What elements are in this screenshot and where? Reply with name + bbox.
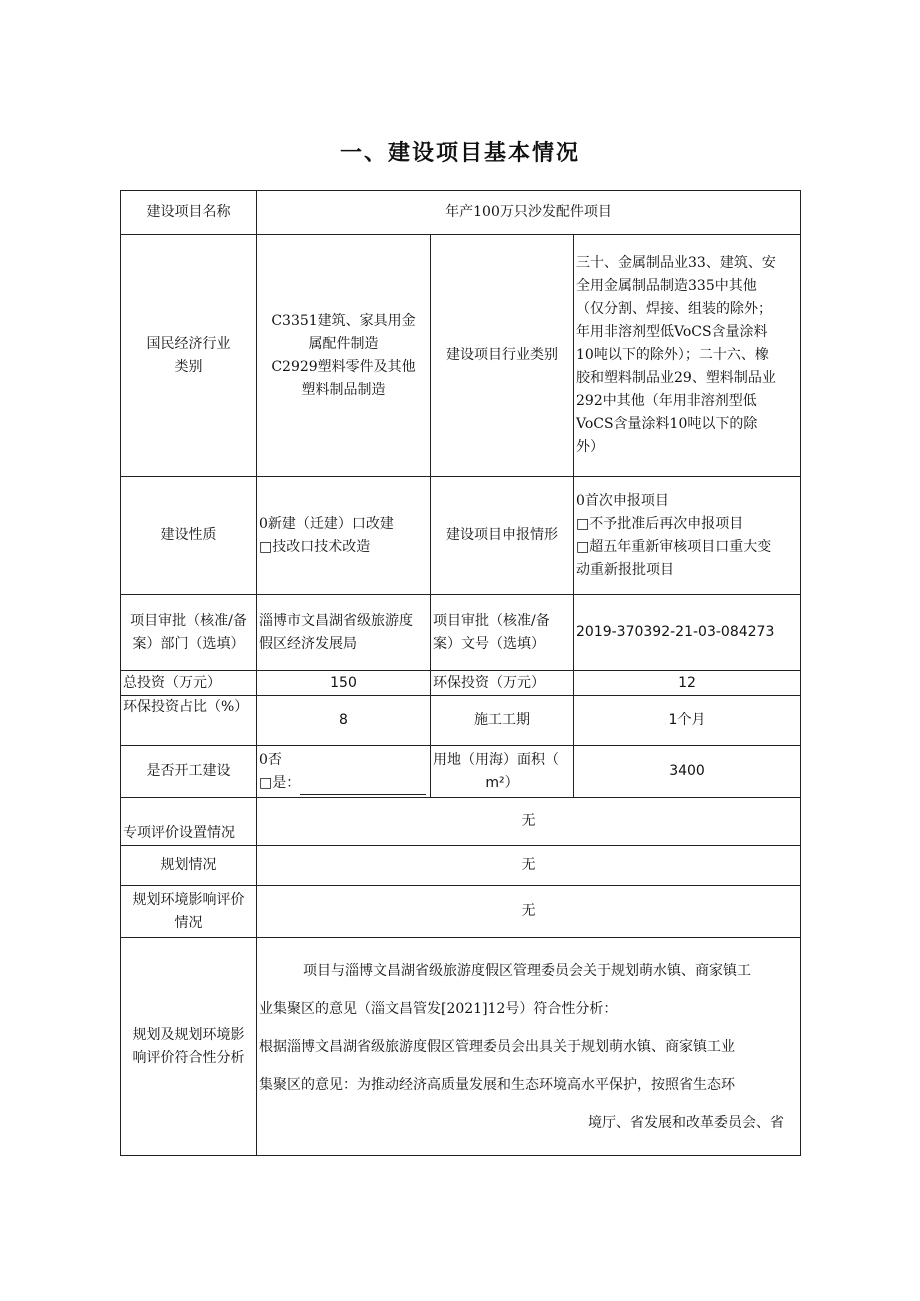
compliance-label: 规划及规划环境影 响评价符合性分析 (121, 938, 257, 1156)
industry-category-label: 建设项目行业类别 (431, 235, 574, 477)
project-name-value: 年产100万只沙发配件项目 (257, 191, 801, 235)
declare-option-again: □不予批准后再次申报项目 (576, 515, 744, 532)
approval-doc-label: 项目审批（核准/备 案）文号（选填） (431, 595, 574, 671)
approval-dept-value: 淄博市文昌湖省级旅游度 假区经济发展局 (257, 595, 431, 671)
industry-category-value: 三十、金属制品业33、建筑、安 全用金属制品制造335中其他 （仅分割、焊接、组装的除外； 年用非溶剂型低VoCS含量涂料 10吨以下的除外）；二十六、橡 胶和塑料制品业29、塑料制品业 292中其他（年用非溶剂型低 VoCS含量涂料10吨以下的除 外） (574, 235, 801, 477)
row-started (121, 746, 801, 798)
compliance-para-3: 根据淄博文昌湖省级旅游度假区管理委员会出具关于规划萌水镇、商家镇工业 (259, 1038, 735, 1055)
started-yes-blank (300, 780, 426, 795)
nature-options (257, 477, 431, 595)
row-special-eval (121, 798, 801, 846)
row-construction-nature (121, 477, 801, 595)
env-investment-value: 12 (574, 671, 801, 696)
declare-label: 建设项目申报情形 (431, 477, 574, 595)
declare-option-reaudit: □超五年重新审核项目口重大变 (576, 538, 772, 555)
approval-doc-value: 2019-370392-21-03-084273 (574, 595, 801, 671)
compliance-para-5: 境厅、省发展和改革委员会、省 (588, 1114, 785, 1131)
env-ratio-label: 环保投资占比（%） (121, 696, 257, 746)
total-investment-value: 150 (257, 671, 431, 696)
total-investment-label: 总投资（万元） (121, 671, 257, 696)
env-investment-label: 环保投资（万元） (431, 671, 574, 696)
started-option-yes: □是： (259, 772, 428, 795)
planning-label: 规划情况 (121, 846, 257, 886)
row-project-name (121, 191, 801, 235)
land-area-value: 3400 (574, 746, 801, 798)
project-name-label: 建设项目名称 (121, 191, 257, 235)
row-investment (121, 671, 801, 696)
env-ratio-value: 8 (257, 696, 431, 746)
started-label: 是否开工建设 (121, 746, 257, 798)
row-compliance (121, 938, 801, 1156)
land-area-label: 用地（用海）面积（ m²） (431, 746, 574, 798)
declare-option-first: 0首次申报项目 (576, 492, 669, 509)
construction-period-value: 1个月 (574, 696, 801, 746)
row-ratio (121, 696, 801, 746)
construction-period-label: 施工工期 (431, 696, 574, 746)
approval-dept-label: 项目审批（核准/备 案）部门（选填） (121, 595, 257, 671)
started-options (257, 746, 431, 798)
compliance-para-1: 项目与淄博文昌湖省级旅游度假区管理委员会关于规划萌水镇、商家镇工 (303, 962, 751, 979)
planning-value: 无 (257, 846, 801, 886)
special-eval-label: 专项评价设置情况 (121, 798, 257, 846)
compliance-analysis (257, 938, 801, 1156)
nature-label: 建设性质 (121, 477, 257, 595)
industry-value: C3351建筑、家具用金 属配件制造 C2929塑料零件及其他 塑料制品制造 (257, 235, 431, 477)
row-planning (121, 846, 801, 886)
planning-env-value: 无 (257, 886, 801, 938)
nature-option-new: 0新建（迁建）口改建 (259, 515, 394, 532)
row-industry (121, 235, 801, 477)
industry-label: 国民经济行业 类别 (121, 235, 257, 477)
page-title: 一、建设项目基本情况 (339, 141, 580, 166)
compliance-para-2: 业集聚区的意见（淄文昌管发[2021]12号）符合性分析： (259, 1000, 618, 1017)
special-eval-value: 无 (257, 798, 801, 846)
project-info-table (120, 190, 801, 1156)
compliance-para-4: 集聚区的意见：为推动经济高质量发展和生态环境高水平保护，按照省生态环 (259, 1076, 735, 1093)
row-planning-env (121, 886, 801, 938)
nature-option-tech: □技改口技术改造 (259, 538, 371, 555)
row-approval (121, 595, 801, 671)
planning-env-label: 规划环境影响评价 情况 (121, 886, 257, 938)
started-option-no: 0否 (259, 751, 282, 768)
declare-options: 0首次申报项目 □不予批准后再次申报项目 □超五年重新审核项目口重大变 动重新报批项目 (574, 477, 801, 595)
